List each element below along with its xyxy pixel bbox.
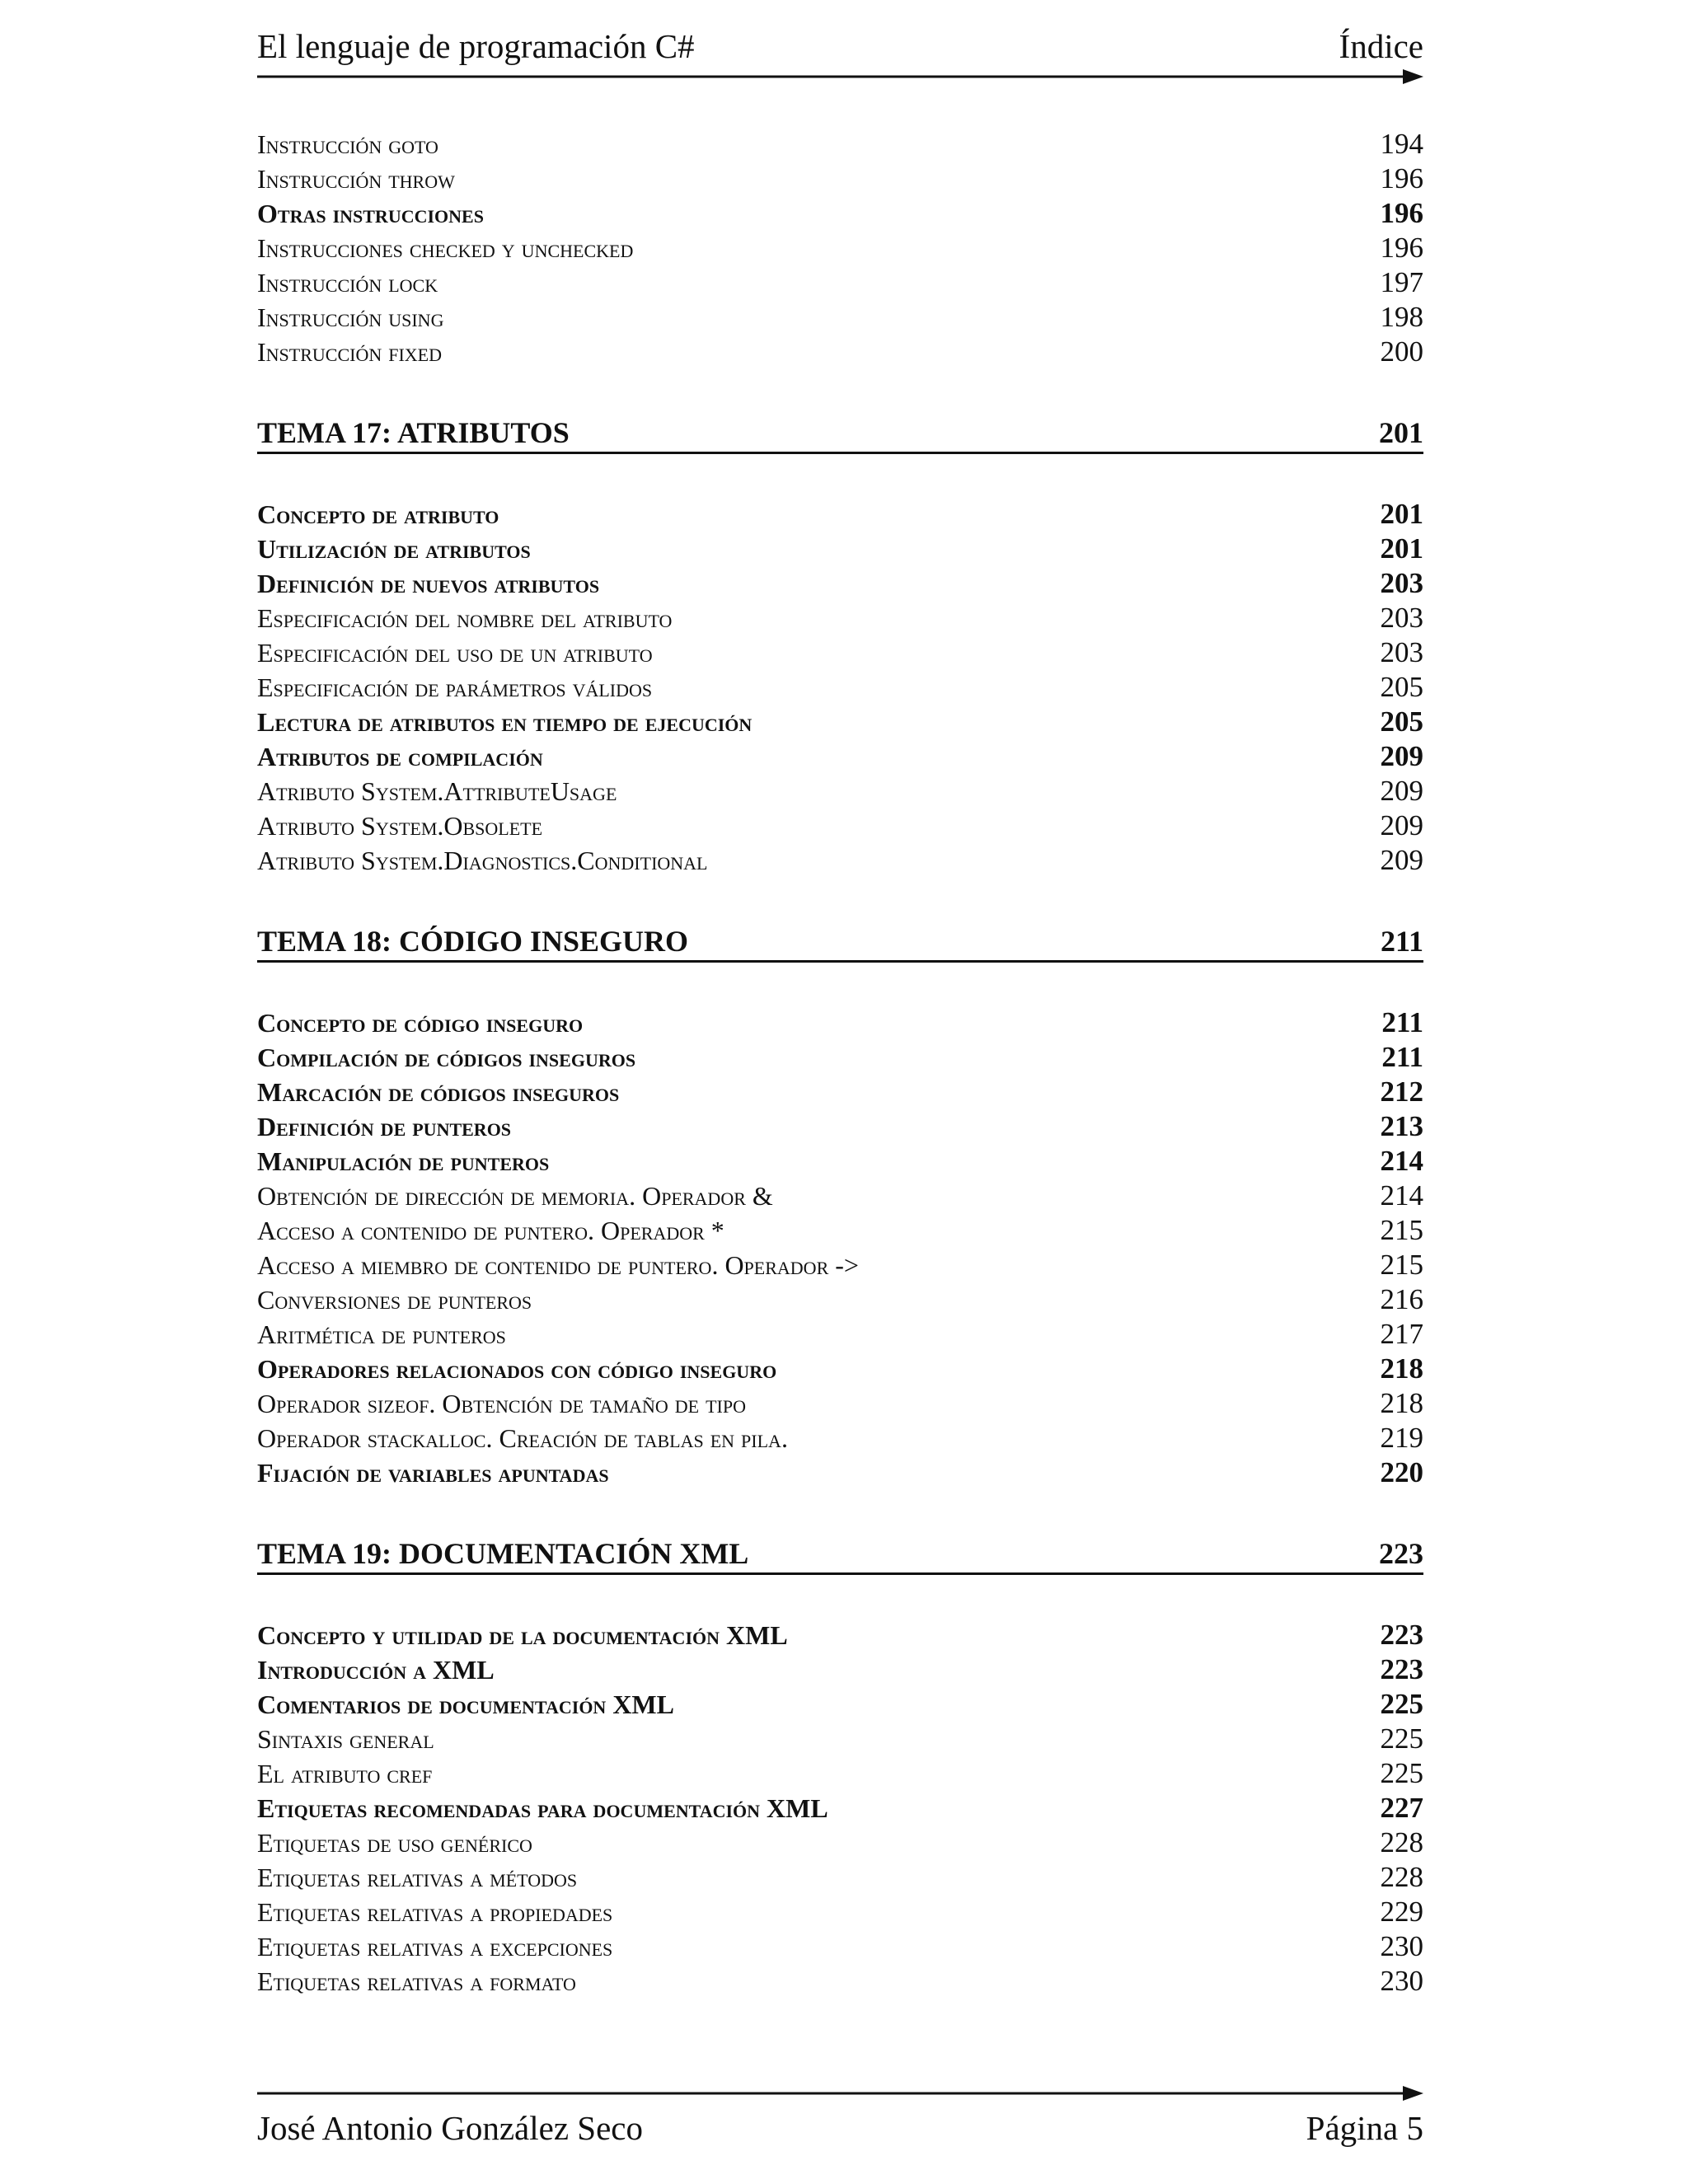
header-arrow-rule [257, 66, 1423, 87]
toc-entry-page: 194 [1380, 128, 1423, 160]
toc-entry [257, 808, 1423, 843]
toc-entry-title: Marcación de códigos inseguros [257, 1077, 620, 1107]
toc-entry [257, 1109, 1423, 1144]
toc-entry-page: 200 [1380, 335, 1423, 368]
toc-entry-title: Obtención de dirección de memoria. Operador & [257, 1181, 773, 1211]
toc-entry-title: Acceso a contenido de puntero. Operador * [257, 1216, 724, 1245]
toc-entry-title: Atributo System.Diagnostics.Conditional [257, 846, 708, 875]
toc-entry-page: 198 [1380, 301, 1423, 333]
toc-entry [257, 300, 1423, 335]
toc-entry [257, 196, 1423, 231]
toc-entry-page: 215 [1380, 1249, 1423, 1281]
toc-entry [257, 1075, 1423, 1109]
toc-entry-title: Atributo System.Obsolete [257, 811, 543, 841]
toc-chapter-heading [257, 922, 1423, 963]
toc-entry-page: 218 [1380, 1387, 1423, 1419]
toc-entry-title: Etiquetas relativas a formato [257, 1966, 576, 1996]
toc-entry-page: 220 [1380, 1456, 1423, 1488]
toc-entry-title: Etiquetas relativas a excepciones [257, 1932, 613, 1961]
toc-entry [257, 1964, 1423, 1999]
table-of-contents [257, 127, 1423, 1999]
toc-entry [257, 1005, 1423, 1040]
toc-entry [257, 1929, 1423, 1964]
toc-entry-title: Concepto y utilidad de la documentación XML [257, 1620, 788, 1650]
toc-entry [257, 1756, 1423, 1791]
toc-entry-page: 205 [1380, 705, 1423, 738]
toc-entry [257, 1179, 1423, 1213]
toc-entry-page: 229 [1380, 1896, 1423, 1928]
toc-entry-title: Instrucción throw [257, 164, 455, 194]
toc-entry-page: 228 [1380, 1861, 1423, 1893]
toc-entry-title: Sintaxis general [257, 1724, 434, 1754]
toc-entry-title: Manipulación de punteros [257, 1146, 550, 1176]
toc-entry-title: Instrucción fixed [257, 337, 443, 367]
toc-entry [257, 1860, 1423, 1895]
toc-entry-title: Etiquetas relativas a propiedades [257, 1897, 613, 1927]
toc-entry-page: 209 [1380, 740, 1423, 772]
toc-entry-page: 217 [1380, 1318, 1423, 1350]
toc-entry-title: Etiquetas recomendadas para documentación XML [257, 1793, 828, 1823]
toc-entry-title: Otras instrucciones [257, 199, 484, 228]
toc-entry-title: Concepto de código inseguro [257, 1008, 584, 1038]
toc-entry [257, 1213, 1423, 1248]
toc-entry-title: Definición de punteros [257, 1112, 512, 1141]
toc-entry-page: 201 [1380, 532, 1423, 565]
toc-entry [257, 774, 1423, 808]
toc-entry-title: Operador sizeof. Obtención de tamaño de tipo [257, 1389, 747, 1418]
page-footer [257, 2108, 1423, 2148]
toc-entry-page: 212 [1380, 1076, 1423, 1108]
toc-entry-page: 196 [1380, 232, 1423, 264]
section-title: Índice [1339, 27, 1423, 65]
toc-entry-page: 228 [1380, 1826, 1423, 1858]
toc-entry-title: Lectura de atributos en tiempo de ejecución [257, 707, 753, 737]
toc-entry [257, 566, 1423, 601]
toc-entry-title: Atributo System.AttributeUsage [257, 776, 617, 806]
toc-entry-title: TEMA 19: DOCUMENTACIÓN XML [257, 1537, 749, 1570]
toc-entry-page: 223 [1380, 1619, 1423, 1651]
toc-chapter-heading [257, 1535, 1423, 1575]
toc-entry [257, 1791, 1423, 1825]
toc-entry-page: 225 [1380, 1722, 1423, 1755]
toc-entry-title: Utilización de atributos [257, 534, 531, 564]
toc-entry-title: Instrucciones checked y unchecked [257, 233, 634, 263]
toc-entry [257, 1722, 1423, 1756]
toc-entry-page: 203 [1380, 567, 1423, 599]
toc-entry [257, 1282, 1423, 1317]
toc-entry-page: 196 [1380, 197, 1423, 229]
toc-entry-title: Etiquetas de uso genérico [257, 1828, 532, 1858]
toc-entry-page: 209 [1380, 809, 1423, 841]
toc-entry-page: 211 [1381, 1006, 1423, 1038]
toc-entry-title: Especificación del nombre del atributo [257, 603, 673, 633]
toc-entry [257, 1895, 1423, 1929]
toc-entry-page: 203 [1380, 602, 1423, 634]
toc-entry-title: Operador stackalloc. Creación de tablas en pila. [257, 1423, 788, 1453]
footer-arrow-rule [257, 2083, 1423, 2104]
toc-entry [257, 1386, 1423, 1421]
toc-entry-page: 225 [1380, 1688, 1423, 1720]
toc-entry [257, 1248, 1423, 1282]
toc-entry [257, 601, 1423, 635]
book-title: El lenguaje de programación C# [257, 27, 695, 65]
toc-entry-page: 197 [1380, 266, 1423, 298]
toc-entry-page: 223 [1379, 1537, 1423, 1570]
toc-entry-page: 201 [1380, 498, 1423, 530]
toc-entry-title: El atributo cref [257, 1759, 433, 1788]
toc-entry-title: Aritmética de punteros [257, 1319, 506, 1349]
toc-entry-title: TEMA 17: ATRIBUTOS [257, 416, 570, 449]
toc-entry [257, 127, 1423, 162]
toc-entry-page: 218 [1380, 1352, 1423, 1385]
toc-entry-page: 225 [1380, 1757, 1423, 1789]
toc-entry [257, 532, 1423, 566]
toc-entry [257, 265, 1423, 300]
toc-entry [257, 335, 1423, 369]
toc-entry-page: 230 [1380, 1965, 1423, 1997]
toc-entry-title: Instrucción using [257, 302, 444, 332]
toc-entry-title: Operadores relacionados con código inseguro [257, 1354, 777, 1384]
toc-entry-title: Etiquetas relativas a métodos [257, 1863, 578, 1892]
toc-entry [257, 162, 1423, 196]
toc-entry-title: Fijación de variables apuntadas [257, 1458, 609, 1488]
toc-entry-title: Especificación de parámetros válidos [257, 673, 653, 702]
toc-entry [257, 1687, 1423, 1722]
toc-entry [257, 843, 1423, 878]
toc-entry [257, 497, 1423, 532]
toc-entry-title: Concepto de atributo [257, 499, 499, 529]
toc-entry-page: 209 [1380, 844, 1423, 876]
toc-entry-page: 230 [1380, 1930, 1423, 1962]
toc-entry-page: 211 [1380, 925, 1423, 958]
page-header [257, 26, 1423, 66]
toc-entry-page: 211 [1381, 1041, 1423, 1073]
toc-entry-page: 219 [1380, 1422, 1423, 1454]
toc-entry-title: Comentarios de documentación XML [257, 1690, 674, 1719]
toc-entry [257, 1455, 1423, 1490]
toc-entry [257, 231, 1423, 265]
toc-entry-title: Especificación del uso de un atributo [257, 638, 653, 668]
toc-entry-page: 201 [1379, 416, 1423, 449]
toc-entry-page: 215 [1380, 1214, 1423, 1246]
toc-entry-title: TEMA 18: CÓDIGO INSEGURO [257, 925, 689, 958]
toc-entry-title: Introducción a XML [257, 1655, 495, 1685]
toc-entry-page: 205 [1380, 671, 1423, 703]
toc-entry-page: 227 [1380, 1792, 1423, 1824]
toc-entry-title: Atributos de compilación [257, 742, 543, 771]
toc-entry-page: 196 [1380, 162, 1423, 194]
toc-entry [257, 1618, 1423, 1652]
toc-entry [257, 1317, 1423, 1352]
author-name: José Antonio González Seco [257, 2109, 643, 2147]
toc-entry [257, 1652, 1423, 1687]
toc-entry-page: 214 [1380, 1179, 1423, 1212]
toc-entry-title: Definición de nuevos atributos [257, 569, 600, 598]
toc-entry-page: 203 [1380, 636, 1423, 668]
toc-entry-title: Acceso a miembro de contenido de puntero. Operador -> [257, 1250, 859, 1280]
toc-entry [257, 1144, 1423, 1179]
toc-entry [257, 1040, 1423, 1075]
toc-entry [257, 1421, 1423, 1455]
toc-entry [257, 739, 1423, 774]
toc-entry-page: 213 [1380, 1110, 1423, 1142]
toc-entry-page: 223 [1380, 1653, 1423, 1685]
toc-entry-page: 216 [1380, 1283, 1423, 1315]
toc-entry-title: Instrucción lock [257, 268, 438, 298]
toc-entry-page: 214 [1380, 1145, 1423, 1177]
page-number: Página 5 [1306, 2109, 1423, 2147]
toc-chapter-heading [257, 414, 1423, 454]
toc-entry-title: Conversiones de punteros [257, 1285, 532, 1315]
toc-entry-title: Compilación de códigos inseguros [257, 1043, 636, 1072]
toc-entry-page: 209 [1380, 775, 1423, 807]
toc-entry [257, 635, 1423, 670]
toc-entry [257, 1352, 1423, 1386]
toc-entry [257, 670, 1423, 705]
toc-entry [257, 705, 1423, 739]
toc-entry-title: Instrucción goto [257, 129, 438, 159]
toc-entry [257, 1825, 1423, 1860]
